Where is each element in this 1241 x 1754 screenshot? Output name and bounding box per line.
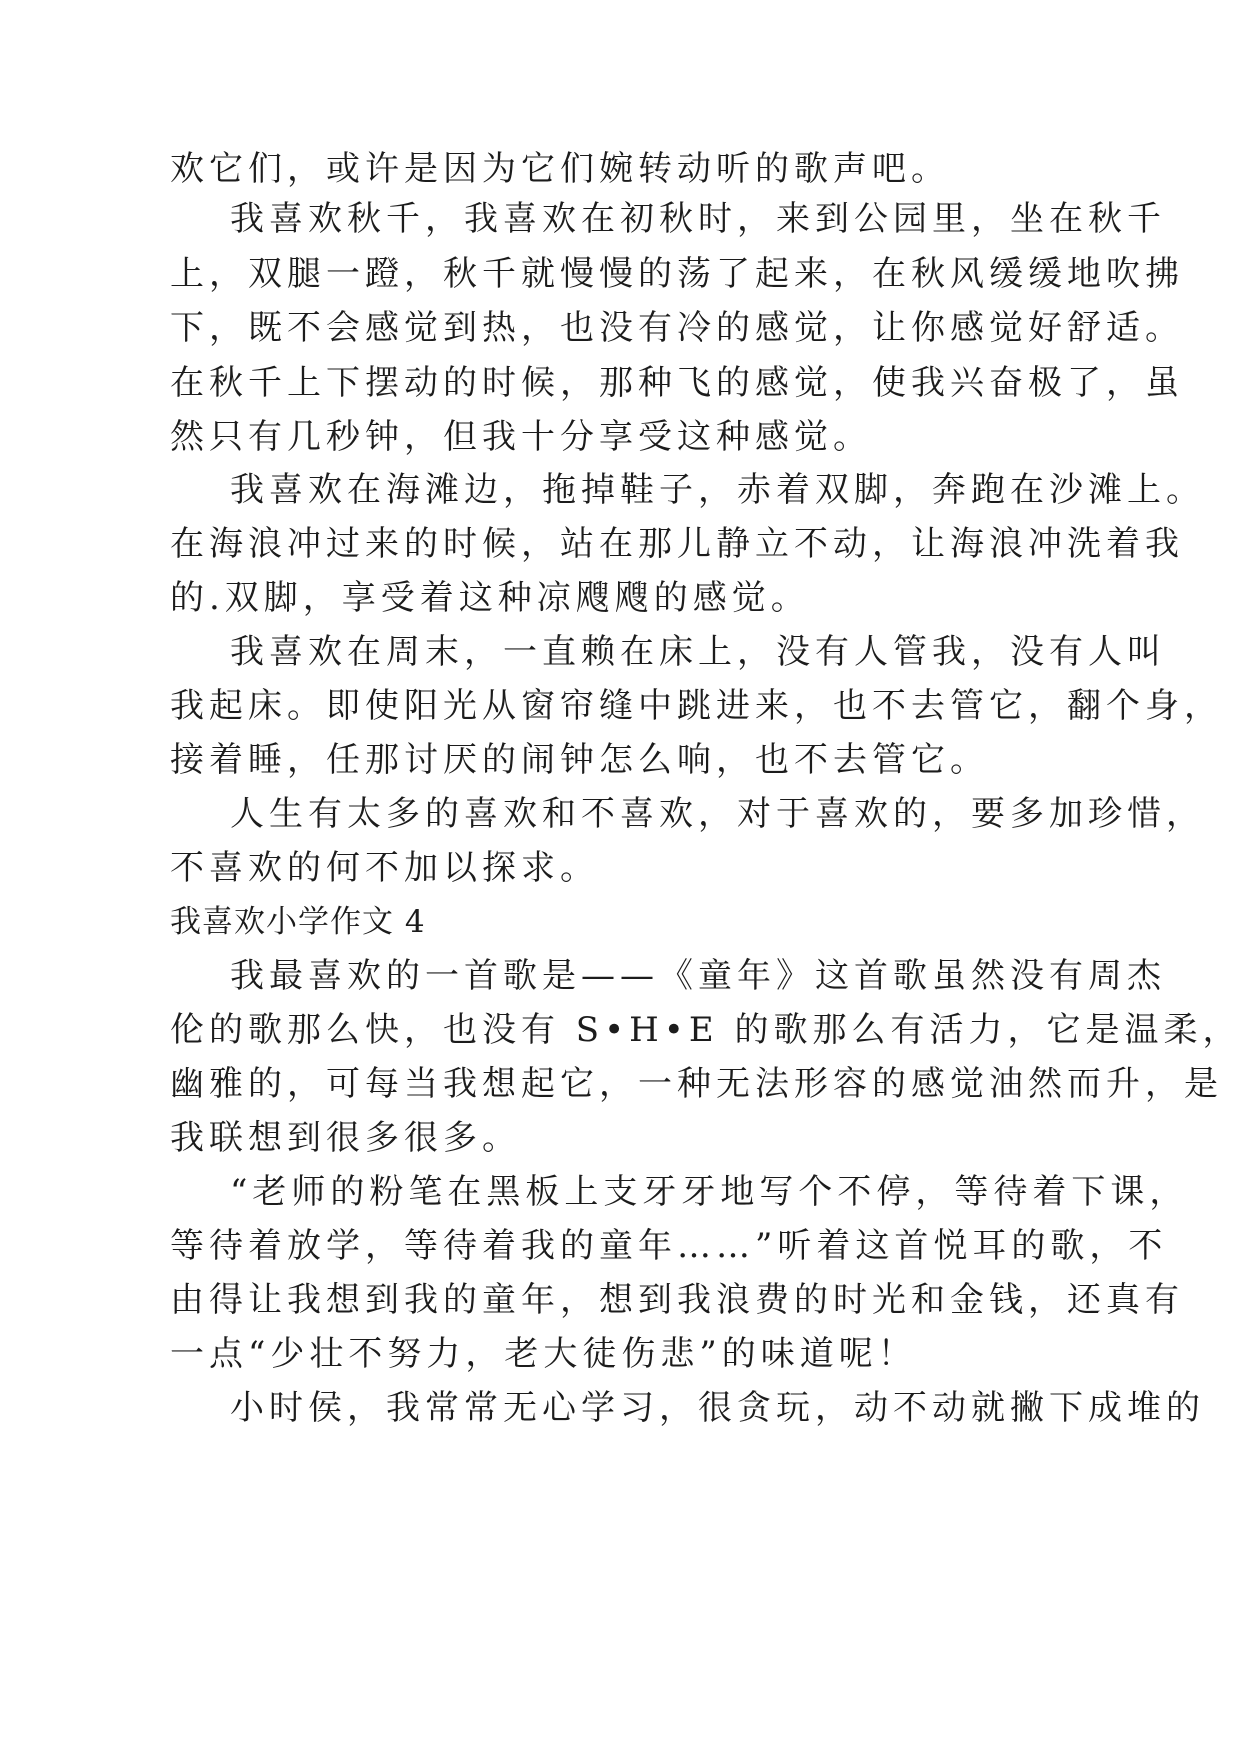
- text-line: 一点“少壮不努力，老大徒伤悲”的味道呢！: [170, 1334, 917, 1374]
- text-line: 幽雅的，可每当我想起它，一种无法形容的感觉油然而升，是: [170, 1064, 1223, 1104]
- paragraph-first-line: 我喜欢在周末，一直赖在床上，没有人管我，没有人叫: [230, 632, 1166, 672]
- text-line: 接着睡，任那讨厌的闹钟怎么响，也不去管它。: [170, 740, 989, 780]
- text-line: 伦的歌那么快，也没有 S•H•E 的歌那么有活力，它是温柔，: [170, 1010, 1241, 1050]
- text-line: 上，双腿一蹬，秋千就慢慢的荡了起来，在秋风缓缓地吹拂: [170, 254, 1184, 294]
- text-line: 在海浪冲过来的时候，站在那儿静立不动，让海浪冲洗着我: [170, 524, 1184, 564]
- section-heading: 我喜欢小学作文 4: [170, 904, 426, 940]
- paragraph-first-line: 我最喜欢的一首歌是——《童年》这首歌虽然没有周杰: [230, 956, 1166, 996]
- paragraph-first-line: 我喜欢在海滩边，拖掉鞋子，赤着双脚，奔跑在沙滩上。: [230, 470, 1205, 510]
- text-line: 然只有几秒钟，但我十分享受这种感觉。: [170, 417, 872, 457]
- text-line: 我起床。即使阳光从窗帘缝中跳进来，也不去管它，翻个身，: [170, 686, 1223, 726]
- paragraph-first-line: 人生有太多的喜欢和不喜欢，对于喜欢的，要多加珍惜，: [230, 794, 1205, 834]
- text-line: 的.双脚，享受着这种凉飕飕的感觉。: [170, 578, 810, 618]
- text-line: 由得让我想到我的童年，想到我浪费的时光和金钱，还真有: [170, 1280, 1184, 1320]
- text-line: 下，既不会感觉到热，也没有冷的感觉，让你感觉好舒适。: [170, 308, 1184, 348]
- text-line: 不喜欢的何不加以探求。: [170, 848, 599, 888]
- text-line: 等待着放学，等待着我的童年……”听着这首悦耳的歌，不: [170, 1226, 1168, 1266]
- paragraph-first-line: 小时侯，我常常无心学习，很贪玩，动不动就撇下成堆的: [230, 1388, 1205, 1428]
- paragraph-first-line: “老师的粉笔在黑板上支牙牙地写个不停，等待着下课，: [230, 1172, 1189, 1212]
- text-line: 欢它们，或许是因为它们婉转动听的歌声吧。: [170, 149, 950, 189]
- text-line: 我联想到很多很多。: [170, 1118, 521, 1158]
- paragraph-first-line: 我喜欢秋千，我喜欢在初秋时，来到公园里，坐在秋千: [230, 199, 1166, 239]
- text-line: 在秋千上下摆动的时候，那种飞的感觉，使我兴奋极了，虽: [170, 363, 1184, 403]
